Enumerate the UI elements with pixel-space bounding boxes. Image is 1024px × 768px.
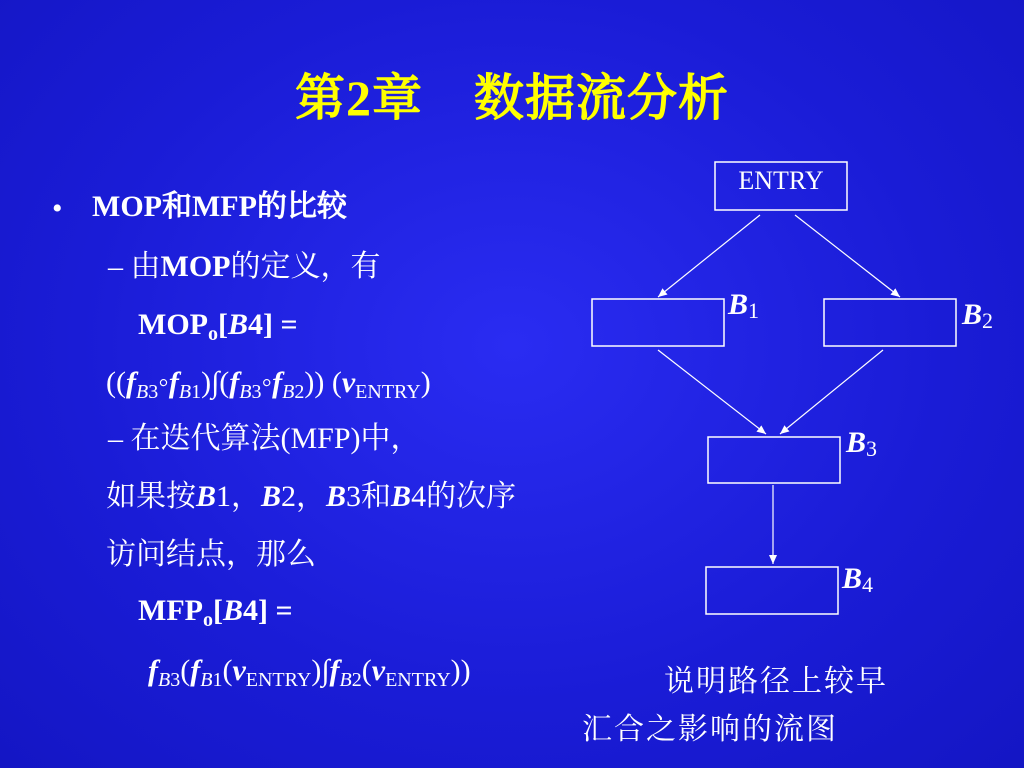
b4-label: $B_4$ bbox=[842, 562, 874, 597]
bullet-dot: • bbox=[52, 192, 63, 225]
node-b1 bbox=[592, 299, 724, 346]
edge-b1-b3 bbox=[658, 350, 766, 434]
b1-label: $B_1$ bbox=[728, 288, 760, 323]
edge-entry-b2 bbox=[795, 215, 900, 297]
b3-label: $B_3$ bbox=[846, 426, 878, 461]
bullet-text: MOP和MFP的比较 bbox=[92, 190, 347, 223]
mop-expression: $((f_{B3}◦f_{B1})\int(f_{B3}◦f_{B2}))$ $(v_{ENTRY})$ bbox=[106, 366, 431, 403]
mop-formula-head: $MOP_o[B4]$ = bbox=[138, 308, 298, 345]
dash-1: – bbox=[108, 250, 131, 283]
entry-label: ENTRY bbox=[738, 166, 824, 195]
node-b4 bbox=[706, 567, 838, 614]
edge-entry-b1 bbox=[658, 215, 760, 297]
sub-bullet-2-line3: 访问结点，那么 bbox=[106, 538, 316, 571]
note-line-2: 汇合之影响的流图 bbox=[582, 713, 838, 746]
sub-bullet-2: – 在迭代算法(MFP)中， bbox=[108, 422, 421, 455]
edge-b2-b3 bbox=[780, 350, 883, 434]
node-b3 bbox=[708, 437, 840, 483]
node-b2 bbox=[824, 299, 956, 346]
b2-label: $B_2$ bbox=[962, 298, 994, 333]
mfp-expression: $f_{B3}(f_{B1}(v_{ENTRY})\int f_{B2}(v_{ENTRY}))$ bbox=[148, 654, 471, 691]
sub-bullet-1: – 由MOP的定义，有 bbox=[108, 250, 381, 283]
slide-title: 第2章 数据流分析 bbox=[295, 70, 729, 126]
sub-bullet-2-line2: 如果按B1，B2，B3和B4的次序 bbox=[106, 480, 517, 513]
mfp-formula-head: $MFP_o[B4]$ = bbox=[138, 594, 293, 631]
note-line-1: 说明路径上较早 bbox=[664, 665, 888, 698]
